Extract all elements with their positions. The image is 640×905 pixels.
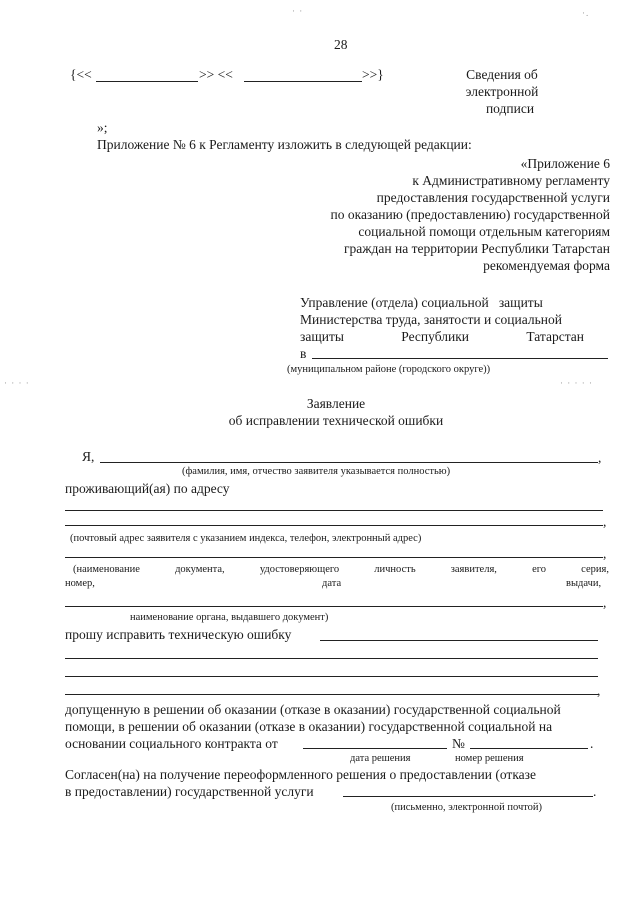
decision-text-line: помощи, в решении об оказании (отказе в оказании) государственной социальной на (65, 719, 553, 734)
decision-text-line: допущенную в решении об оказании (отказе в оказании) государственной социальной (65, 702, 561, 717)
identity-document-caption-left: номер, (65, 578, 95, 589)
addressee-word: Республики (401, 329, 469, 344)
error-description-field-2 (65, 658, 598, 659)
applicant-name-comma: , (598, 450, 602, 465)
consent-text-prefix: в предоставлении) государственной услуги (65, 784, 314, 799)
identity-document-caption-word: (наименование (73, 564, 140, 575)
error-description-field-4 (65, 694, 598, 695)
appendix-header-line: предоставления государственной услуги (376, 190, 610, 205)
delivery-method-caption: (письменно, электронной почтой) (391, 802, 543, 813)
addressee-in-prefix: в (300, 346, 307, 361)
error-description-field-1 (320, 640, 598, 641)
page-number: 28 (334, 37, 348, 52)
residing-label: проживающий(ая) по адресу (65, 481, 230, 496)
scan-artifact: ·. (582, 8, 590, 18)
addressee-line: Управление (отдела) социальной защиты (300, 295, 543, 310)
address-field-2 (65, 525, 603, 526)
issuer-field (65, 606, 603, 607)
appendix-header-line: граждан на территории Республики Татарстан (343, 241, 610, 256)
issuer-comma: , (603, 595, 607, 610)
request-label: прошу исправить техническую ошибку (65, 627, 292, 642)
closing-quote: »; (97, 120, 108, 135)
addressee-word: Татарстан (526, 329, 584, 344)
title-line: Заявление (306, 396, 366, 411)
identity-document-caption-word: документа, (175, 564, 225, 575)
identity-document-caption (73, 563, 609, 576)
identity-document-field (65, 557, 603, 558)
identity-document-caption-word: его (532, 564, 547, 575)
identity-document-caption-word: удостоверяющего (259, 564, 340, 575)
appendix-header (330, 155, 610, 274)
signature-blank-2 (244, 81, 362, 82)
document-title (200, 395, 472, 429)
identity-document-caption-word: личность (374, 564, 416, 575)
appendix-header-line: рекомендуемая форма (483, 258, 610, 273)
issuer-caption: наименование органа, выдавшего документ) (130, 612, 329, 623)
decision-number-caption: номер решения (455, 753, 524, 764)
decision-period: . (590, 736, 594, 751)
signature-placeholder-open: {<< (70, 67, 92, 82)
applicant-name-caption: (фамилия, имя, отчество заявителя указывается полностью) (182, 466, 451, 477)
identity-document-caption-word: заявителя, (450, 564, 497, 575)
addressee-line: Министерства труда, занятости и социальной (300, 312, 562, 327)
addressee-line (300, 328, 584, 345)
signature-blank-1 (96, 81, 198, 82)
address-comma: , (603, 514, 607, 529)
signature-placeholder-mid: >> << (199, 67, 233, 82)
appendix-header-line: к Административному регламенту (412, 173, 610, 188)
scan-artifact: · · · · (4, 378, 30, 388)
decision-date-caption: дата решения (350, 753, 411, 764)
signature-info-line: Сведения об (466, 67, 538, 82)
identity-document-comma: , (603, 546, 607, 561)
appendix-header-line: «Приложение 6 (520, 156, 610, 171)
scan-artifact: · · · · · (560, 378, 593, 388)
signature-placeholder-close: >>} (362, 67, 384, 82)
scan-artifact: · · (292, 6, 304, 16)
identity-document-caption-word: серия, (581, 564, 609, 575)
identity-document-caption-mid: дата (322, 578, 342, 589)
signature-info (452, 66, 552, 117)
applicant-name-field (100, 462, 598, 463)
signature-info-line: подписи (485, 101, 535, 116)
identity-document-caption-right: выдачи, (566, 578, 602, 589)
municipality-field (312, 358, 608, 359)
consent-text-line: Согласен(на) на получение переоформленного решения о предоставлении (отказе (65, 767, 537, 782)
error-description-field-3 (65, 676, 598, 677)
decision-text-prefix: основании социального контракта от (65, 736, 278, 751)
appendix-header-line: по оказанию (предоставлению) государственной (330, 207, 610, 222)
municipality-caption: (муниципальном районе (городского округе)) (287, 364, 491, 375)
address-caption: (почтовый адрес заявителя с указанием индекса, телефон, электронный адрес) (70, 533, 422, 544)
decision-date-field (303, 748, 447, 749)
signature-info-line: электронной (465, 84, 539, 99)
address-field-1 (65, 510, 603, 511)
intro-text: Приложение № 6 к Регламенту изложить в следующей редакции: (97, 137, 472, 152)
delivery-method-field (343, 796, 593, 797)
applicant-prefix: Я, (82, 449, 95, 464)
delivery-method-period: . (593, 784, 597, 799)
title-line: об исправлении технической ошибки (228, 413, 444, 428)
addressee-word: защиты (300, 329, 344, 344)
error-description-comma: , (597, 683, 601, 698)
decision-number-field (470, 748, 588, 749)
appendix-header-line: социальной помощи отдельным категориям (358, 224, 610, 239)
decision-number-sign: № (452, 736, 465, 751)
